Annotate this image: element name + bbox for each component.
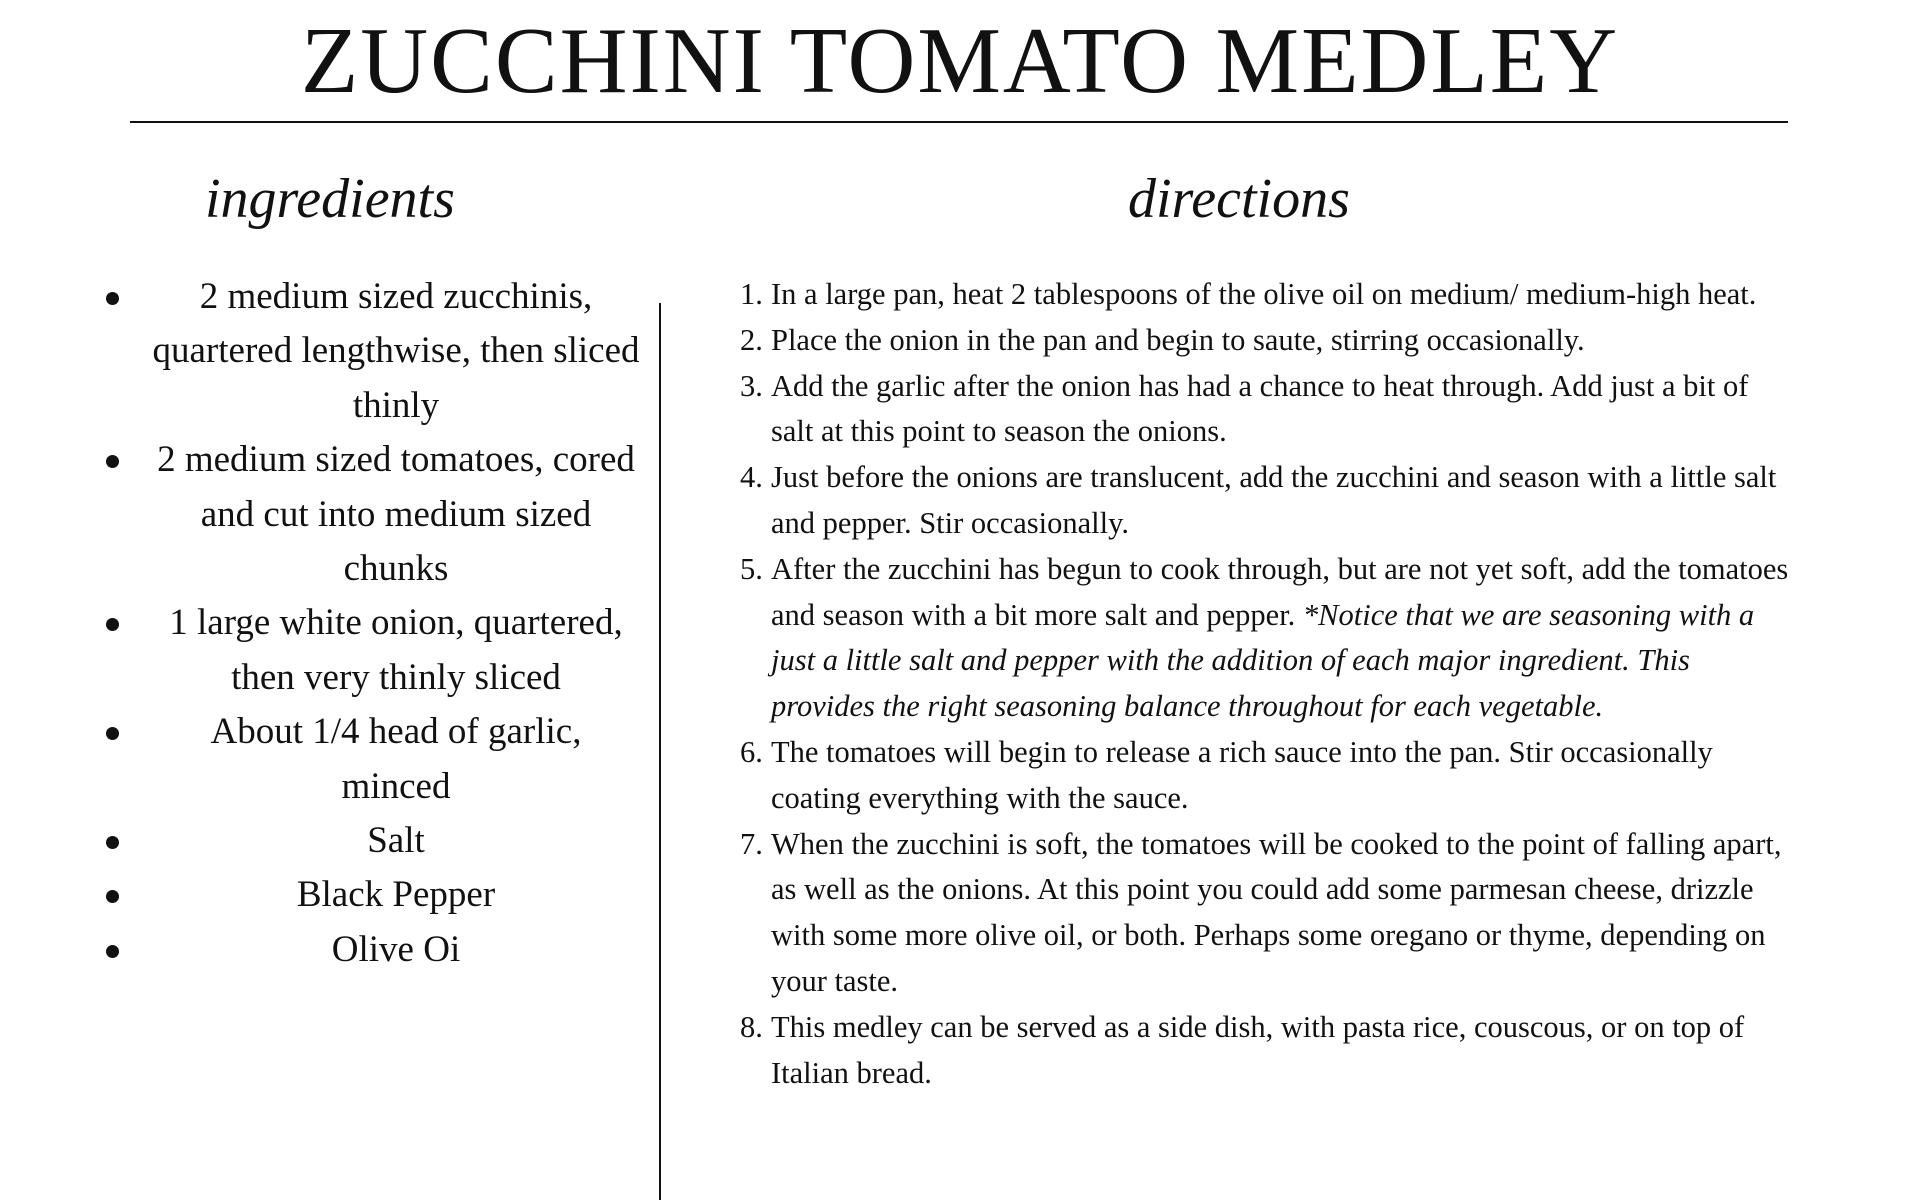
step-text: Add the garlic after the onion has had a chance to heat through. Add just a bit of salt at this point to season the onions. xyxy=(771,368,1749,449)
bullet-icon xyxy=(106,836,119,849)
step-number: 6. xyxy=(740,734,763,769)
step-text: Just before the onions are translucent, add the zucchini and season with a little salt and pepper. Stir occasionally. xyxy=(771,460,1777,540)
ingredient-text: About 1/4 head of garlic, minced xyxy=(210,711,582,807)
ingredient-text: Salt xyxy=(367,820,425,862)
ingredients-heading: ingredients xyxy=(205,168,455,230)
direction-step xyxy=(735,730,1795,822)
ingredient-text: 2 medium sized tomatoes, cored and cut into medium sized chunks xyxy=(157,439,635,590)
step-number: 1. xyxy=(740,277,763,311)
directions-list xyxy=(735,272,1795,1096)
title-divider xyxy=(130,121,1788,123)
step-text: Place the onion in the pan and begin to saute, stirring occasionally. xyxy=(771,322,1585,357)
ingredient-item xyxy=(100,596,640,705)
ingredients-list xyxy=(100,270,640,977)
bullet-icon xyxy=(106,455,119,468)
step-text: After the zucchini has begun to cook through, but are not yet soft, add the tomatoes and season with a bit more salt and pepper. xyxy=(771,551,1789,632)
bullet-icon xyxy=(106,618,119,631)
bullet-icon xyxy=(106,292,119,305)
direction-step xyxy=(735,822,1795,1005)
direction-step xyxy=(735,364,1795,456)
ingredient-item xyxy=(100,868,640,922)
step-number: 7. xyxy=(740,826,763,861)
column-divider xyxy=(659,303,661,1200)
bullet-icon xyxy=(106,890,119,903)
direction-step xyxy=(735,272,1795,318)
step-text: When the zucchini is soft, the tomatoes will be cooked to the point of falling apart, as well as the onions. At this point you could add some parmesan cheese, drizzle with some more olive oil, or both. Perhaps some oregano or thyme, depending on your taste. xyxy=(771,826,1782,998)
step-number: 3. xyxy=(740,368,763,403)
step-number: 8. xyxy=(740,1009,763,1044)
step-number: 4. xyxy=(740,460,763,495)
ingredient-text: Black Pepper xyxy=(296,874,496,916)
ingredient-item xyxy=(100,270,640,433)
step-number: 2. xyxy=(740,322,763,357)
step-note: *Notice that we are seasoning with a just a little salt and pepper with the addition of each major ingredient. This provides the right seasoning balance throughout for each vegetable. xyxy=(771,597,1755,724)
directions-heading: directions xyxy=(1128,168,1350,230)
page-title: ZUCCHINI TOMATO MEDLEY xyxy=(300,9,1620,113)
ingredient-item xyxy=(100,814,640,868)
direction-step xyxy=(735,318,1795,364)
ingredient-item xyxy=(100,433,640,596)
bullet-icon xyxy=(106,945,119,958)
step-text: This medley can be served as a side dish, with pasta rice, couscous, or on top of Italian bread. xyxy=(771,1009,1745,1090)
direction-step xyxy=(735,455,1795,547)
step-text: The tomatoes will begin to release a rich sauce into the pan. Stir occasionally coating everything with the sauce. xyxy=(771,734,1713,815)
direction-step xyxy=(735,547,1795,730)
ingredient-item xyxy=(100,705,640,814)
step-number: 5. xyxy=(740,551,763,586)
bullet-icon xyxy=(106,727,119,740)
step-text: In a large pan, heat 2 tablespoons of the olive oil on medium/ medium-high heat. xyxy=(771,277,1757,311)
ingredient-text: 1 large white onion, quartered, then very thinly sliced xyxy=(169,602,623,698)
ingredient-text: Olive Oi xyxy=(331,928,461,970)
direction-step xyxy=(735,1005,1795,1097)
ingredient-text: 2 medium sized zucchinis, quartered lengthwise, then sliced thinly xyxy=(152,276,640,426)
ingredient-item xyxy=(100,923,640,977)
